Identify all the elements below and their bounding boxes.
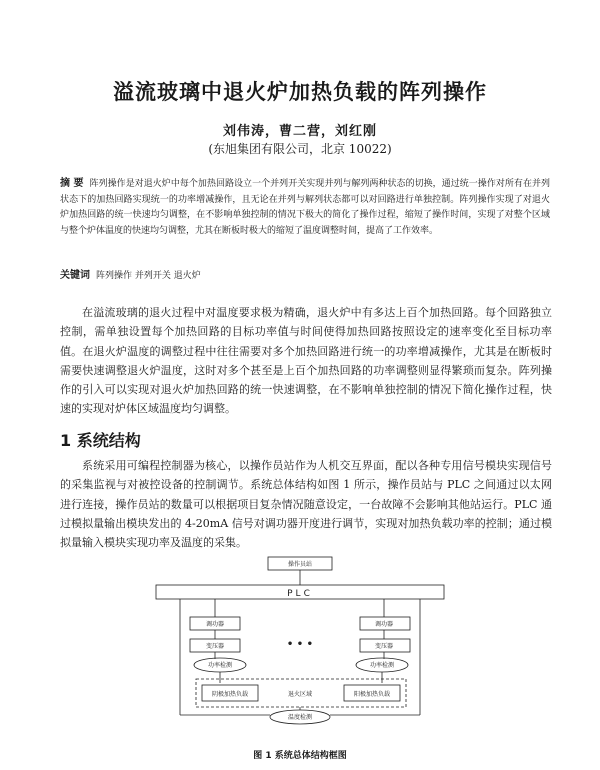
right-power-regulator-label: 调功器	[374, 621, 394, 628]
keywords-label: 关键词	[60, 270, 90, 281]
abstract-label: 摘 要	[60, 178, 84, 189]
left-transformer-label: 变压器	[205, 643, 225, 650]
operator-station-label: 操作员站	[287, 561, 313, 568]
system-structure-diagram	[150, 555, 450, 740]
ellipsis-label: • • •	[286, 639, 314, 650]
left-heating-load-label: 阴极加热负载	[211, 691, 249, 698]
paper-title: 溢流玻璃中退火炉加热负载的阵列操作	[113, 80, 487, 104]
plc-label: PLC	[287, 589, 313, 599]
keywords	[60, 266, 550, 281]
intro-paragraph: 在溢流玻璃的退火过程中对温度要求极为精确，退火炉中有多达上百个加热回路。每个回路独立控制，需单独设置每个加热回路的目标功率值与时间使得加热回路按照设定的速率变化至目标功率值。在退火炉温度的调整过程中往往需要对多个加热回路进行统一的功率增减操作，尤其是在断板时需要快速调整退火炉温度，这时对多个甚至是上百个加热回路的功率调整则显得繁琐而复杂。阵列操作的引入可以实现对退火炉加热回路的统一快速调整，在不影响单独控制的情况下简化操作过程，快速的实现对炉体区域温度均匀调整。	[60, 306, 552, 416]
section-1-heading: 1 系统结构	[60, 431, 141, 450]
keywords-text: 阵列操作 并列开关 退火炉	[96, 271, 201, 281]
temp-detect-label: 温度检测	[287, 714, 313, 721]
right-power-detect-label: 功率检测	[369, 662, 395, 669]
left-power-detect-label: 功率检测	[207, 662, 233, 669]
paper-authors: 刘伟涛，曹二营，刘红刚	[222, 124, 377, 139]
section-1-paragraph: 系统采用可编程控制器为核心，以操作员站作为人机交互界面，配以各种专用信号模块实现信号的采集监视与对被控设备的控制调节。系统总体结构如图 1 所示，操作员站与 PLC 之间通过以太网进行连接，操作员站的数量可以根据项目复杂情况随意设定，一台故障不会影响其他站运行。PLC 通过模拟量输出模块发出的 4-20mA 信号对调功器开度进行调节，实现对加热负载功率的控制；通过模拟量输入模块实现功率及温度的采集。	[60, 459, 552, 550]
abstract	[60, 176, 550, 239]
right-heating-load-label: 阳极加热负载	[353, 691, 391, 698]
abstract-text: 阵列操作是对退火炉中每个加热回路设立一个并列开关实现并列与解列两种状态的切换，通过统一操作对所有在并列状态下的加热回路实现统一的功率增减操作，且无论在并列与解列状态都可以对回路进行单独控制。阵列操作实现了对退火炉加热回路的统一快速均匀调整，在不影响单独控制的情况下极大的简化了操作过程，缩短了操作时间，实现了对整个区域与整个炉体温度的快速均匀调整，尤其在断板时极大的缩短了温度调整时间，提高了工作效率。	[60, 179, 550, 236]
figure-caption: 图 1 系统总体结构框图	[253, 751, 347, 761]
right-transformer-label: 变压器	[374, 643, 394, 650]
annealing-zone-label: 退火区域	[287, 691, 313, 698]
paper-affiliation: (东旭集团有限公司，北京 10022)	[208, 142, 392, 156]
left-power-regulator-label: 调功器	[205, 621, 225, 628]
